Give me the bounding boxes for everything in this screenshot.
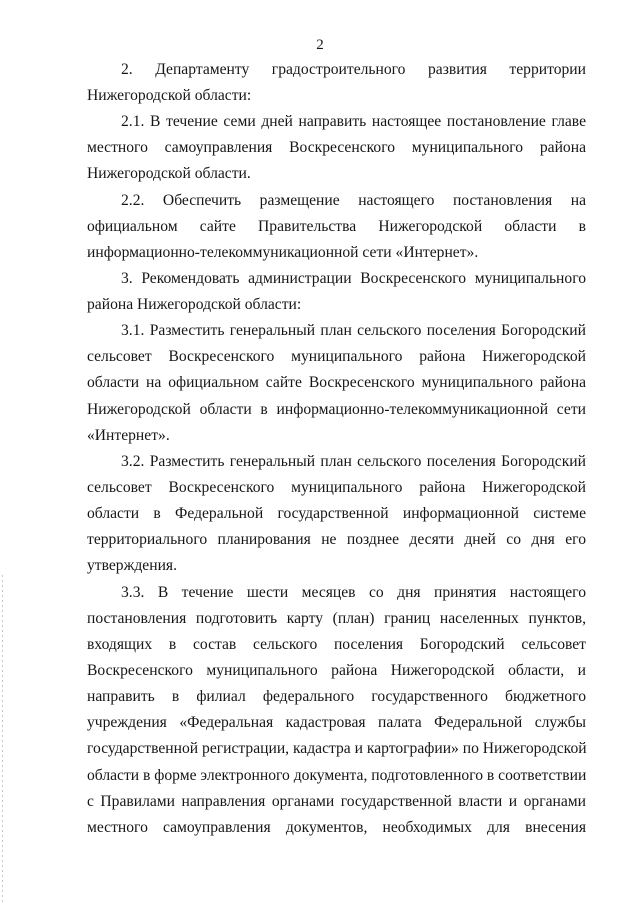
paragraph-3-3-line-10: местного самоуправления документов, необходимых для внесения xyxy=(87,819,586,836)
paragraph-3-2-line-5: утверждения. xyxy=(87,557,177,574)
paragraph-2-2-line-1: 2.2. Обеспечить размещение настоящего постановления на xyxy=(121,192,586,209)
paragraph-3-3-line-5: направить в филиал федерального государственного бюджетного xyxy=(87,688,586,705)
paragraph-2-1-line-2: местного самоуправления Воскресенского муниципального района xyxy=(87,139,586,156)
paragraph-3-1-line-4: Нижегородской области в информационно-телекоммуникационной сети xyxy=(87,401,586,418)
paragraph-3-2-line-3: области в Федеральной государственной информационной системе xyxy=(87,505,586,522)
paragraph-3-line-2: района Нижегородской области: xyxy=(87,296,302,313)
paragraph-2-1-line-3: Нижегородской области. xyxy=(87,165,251,182)
paragraph-3-1-line-5: «Интернет». xyxy=(87,427,170,444)
paragraph-2-1-line-1: 2.1. В течение семи дней направить настоящее постановление главе xyxy=(121,113,586,130)
paragraph-3-1-line-1: 3.1. Разместить генеральный план сельского поселения Богородский xyxy=(121,322,586,339)
paragraph-3-2-line-1: 3.2. Разместить генеральный план сельского поселения Богородский xyxy=(121,453,586,470)
paragraph-3-2-line-2: сельсовет Воскресенского муниципального района Нижегородской xyxy=(87,479,586,496)
paragraph-3-line-1: 3. Рекомендовать администрации Воскресенского муниципального xyxy=(121,270,586,287)
paragraph-2-line-1: 2. Департаменту градостроительного развития территории xyxy=(121,61,586,78)
paragraph-2-line-2: Нижегородской области: xyxy=(87,87,252,104)
paragraph-3-3-line-7: государственной регистрации, кадастра и картографии» по Нижегородской xyxy=(87,740,587,757)
paragraph-3-3-line-9: с Правилами направления органами государственной власти и органами xyxy=(87,793,586,810)
paragraph-3-3-line-6: учреждения «Федеральная кадастровая палата Федеральной службы xyxy=(87,714,586,731)
paragraph-3-3-line-1: 3.3. В течение шести месяцев со дня принятия настоящего xyxy=(121,584,586,601)
paragraph-2-2-line-2: официальном сайте Правительства Нижегородской области в xyxy=(87,218,586,235)
paragraph-2-2-line-3: информационно-телекоммуникационной сети «Интернет». xyxy=(87,244,479,261)
paragraph-3-1-line-2: сельсовет Воскресенского муниципального района Нижегородской xyxy=(87,348,586,365)
paragraph-3-3-line-2: постановления подготовить карту (план) границ населенных пунктов, xyxy=(87,610,586,627)
paragraph-3-3-line-3: входящих в состав сельского поселения Богородский сельсовет xyxy=(87,636,586,653)
scan-edge-artifact xyxy=(2,575,3,905)
paragraph-3-3-line-4: Воскресенского муниципального района Нижегородской области, и xyxy=(87,662,586,679)
paragraph-3-3-line-8: области в форме электронного документа, подготовленного в соответствии xyxy=(87,767,587,784)
paragraph-3-1-line-3: области на официальном сайте Воскресенского муниципального района xyxy=(87,374,586,391)
page-number: 2 xyxy=(316,37,324,53)
paragraph-3-2-line-4: территориального планирования не позднее десяти дней со дня его xyxy=(87,531,586,548)
